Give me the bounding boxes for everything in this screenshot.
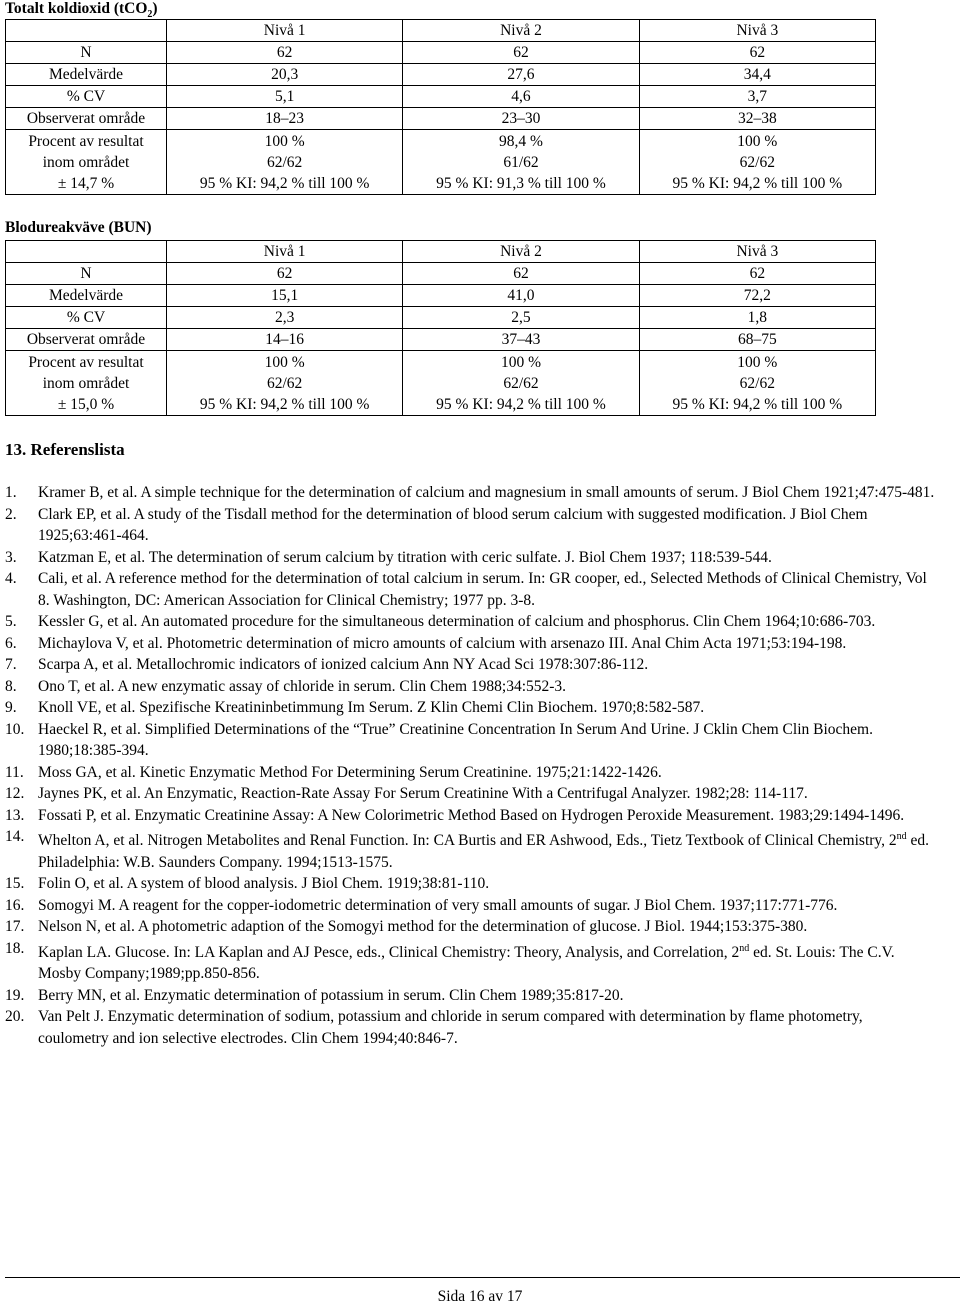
list-item-number: 20.	[5, 1008, 25, 1026]
table-cell: 41,0	[403, 285, 639, 307]
list-item-number: 16.	[5, 896, 25, 914]
row-label: Observerat område	[6, 329, 167, 351]
table-row	[6, 108, 876, 130]
cell-line: 100 %	[264, 132, 305, 150]
list-item	[5, 697, 935, 719]
list-item	[5, 1006, 935, 1049]
row-label: Medelvärde	[6, 64, 167, 86]
list-item-number: 14.	[5, 828, 25, 845]
row-label-line: inom området	[42, 153, 130, 171]
list-item	[5, 938, 935, 985]
table-cell: 27,6	[403, 64, 639, 86]
cell-line: 61/62	[503, 153, 539, 171]
list-item	[5, 547, 935, 569]
text-part: ed. St. Louis: The C.V. Mosby Company;1989;pp.850-856.	[38, 943, 895, 983]
list-item-number: 17.	[5, 918, 25, 936]
list-item-number: 7.	[5, 656, 17, 673]
row-label	[6, 130, 167, 195]
table-row	[6, 64, 876, 86]
bun-table	[5, 240, 876, 416]
row-label-line: Procent av resultat	[28, 353, 144, 371]
table-row	[6, 263, 876, 285]
superscript: nd	[896, 831, 907, 842]
row-label: Medelvärde	[6, 285, 167, 307]
row-label: N	[6, 42, 167, 64]
list-item-number: 4.	[5, 570, 17, 587]
cell-line: 95 % KI: 94,2 % till 100 %	[436, 395, 606, 413]
table-cell: 2,3	[167, 307, 403, 329]
list-item	[5, 719, 935, 762]
table-cell: 18–23	[167, 108, 403, 130]
list-item-number: 18.	[5, 939, 25, 957]
row-label: N	[6, 263, 167, 285]
list-item-number: 2.	[5, 505, 17, 523]
list-item-number: 1.	[5, 484, 17, 501]
tco2-level-header: Nivå 3	[639, 20, 875, 42]
cell-line: 62/62	[739, 374, 775, 392]
list-item-text: Katzman E, et al. The determination of serum calcium by titration with ceric sulfate. J. Biol Chem 1937; 118:539-544.	[38, 548, 772, 566]
cell-line: 98,4 %	[499, 132, 543, 150]
table-cell: 23–30	[403, 108, 639, 130]
list-item-number: 13.	[5, 806, 25, 824]
row-label-line: ± 15,0 %	[57, 395, 115, 413]
table-cell: 62	[403, 263, 639, 285]
tco2-title-subscript: 2	[147, 9, 153, 21]
cell-line: 100 %	[264, 353, 305, 371]
table-cell: 62	[403, 42, 639, 64]
list-item-number: 12.	[5, 785, 25, 802]
cell-line: 100 %	[737, 353, 778, 371]
list-item-number: 8.	[5, 677, 17, 695]
cell-line: 62/62	[267, 374, 303, 392]
list-item-text: Folin O, et al. A system of blood analysis. J Biol Chem. 1919;38:81-110.	[38, 875, 490, 893]
list-item-text: Berry MN, et al. Enzymatic determination of potassium in serum. Clin Chem 1989;35:817-20.	[38, 986, 624, 1004]
tco2-table	[5, 19, 876, 195]
table-cell: 2,5	[403, 307, 639, 329]
table-cell	[167, 351, 403, 416]
list-item	[5, 895, 935, 917]
table-row	[6, 285, 876, 307]
tco2-corner-cell	[6, 20, 167, 42]
table-cell	[403, 351, 639, 416]
text-part: Kaplan LA. Glucose. In: LA Kaplan and AJ Pesce, eds., Clinical Chemistry: Theory, Analysis, and Correlation, 2	[38, 943, 740, 961]
cell-line: 95 % KI: 94,2 % till 100 %	[199, 395, 370, 413]
list-item	[5, 633, 935, 655]
table-cell: 62	[167, 263, 403, 285]
table-cell: 34,4	[639, 64, 875, 86]
list-item-number: 6.	[5, 634, 17, 652]
list-item	[5, 654, 935, 676]
list-item	[5, 985, 935, 1007]
list-item-text: Kramer B, et al. A simple technique for the determination of calcium and magnesium in small amounts of serum. J Biol Chem 1921;47:475-481.	[38, 484, 935, 501]
text-part: Whelton A, et al. Nitrogen Metabolites and Renal Function. In: CA Burtis and ER Ashwood, Eds., Tietz Textbook of Clinical Chemistry, 2	[38, 832, 897, 850]
table-cell: 62	[167, 42, 403, 64]
table-cell: 62	[639, 263, 875, 285]
table-cell: 32–38	[639, 108, 875, 130]
table-cell: 14–16	[167, 329, 403, 351]
bun-level-header: Nivå 3	[639, 241, 875, 263]
row-label: Observerat område	[6, 108, 167, 130]
list-item-text: Michaylova V, et al. Photometric determination of micro amounts of calcium with arsenazo III. Anal Chim Acta 1971;53:194-198.	[38, 634, 847, 652]
row-label: % CV	[6, 307, 167, 329]
table-row	[6, 307, 876, 329]
row-label-line: ± 14,7 %	[57, 174, 115, 192]
cell-line: 62/62	[503, 374, 539, 392]
table-cell: 15,1	[167, 285, 403, 307]
cell-line: 62/62	[267, 153, 303, 171]
row-label-line: inom området	[42, 374, 130, 392]
tco2-title-end: )	[152, 0, 158, 17]
list-item	[5, 611, 935, 633]
table-cell: 37–43	[403, 329, 639, 351]
table-cell: 1,8	[639, 307, 875, 329]
list-item	[5, 762, 935, 784]
references-heading: 13. Referenslista	[5, 440, 125, 459]
table-cell: 62	[639, 42, 875, 64]
list-item-number: 5.	[5, 613, 17, 630]
list-item	[5, 504, 935, 547]
list-item	[5, 916, 935, 938]
page-number: Sida 16 av 17	[437, 1288, 523, 1305]
bun-header-row	[6, 241, 876, 263]
table-cell: 20,3	[167, 64, 403, 86]
table-row	[6, 329, 876, 351]
list-item	[5, 826, 935, 873]
list-item	[5, 805, 935, 827]
list-item-number: 19.	[5, 986, 25, 1004]
list-item-number: 9.	[5, 699, 17, 716]
cell-line: 62/62	[739, 153, 775, 171]
table-cell	[639, 351, 875, 416]
superscript: nd	[739, 942, 750, 954]
row-label-line: Procent av resultat	[28, 132, 144, 150]
bun-level-header: Nivå 1	[167, 241, 403, 263]
list-item-text: Ono T, et al. A new enzymatic assay of chloride in serum. Clin Chem 1988;34:552-3.	[38, 677, 567, 695]
cell-line: 95 % KI: 94,2 % till 100 %	[672, 174, 843, 192]
text-part: ed. Philadelphia: W.B. Saunders Company. 1994;1513-1575.	[38, 832, 930, 871]
list-item-text: Clark EP, et al. A study of the Tisdall method for the determination of blood serum calcium with suggested modification. J Biol Chem 1925;63:461-464.	[38, 505, 868, 544]
list-item-text: Knoll VE, et al. Spezifische Kreatininbetimmung Im Serum. Z Klin Chemi Clin Biochem. 1970;8:582-587.	[38, 699, 705, 716]
table-cell: 72,2	[639, 285, 875, 307]
list-item	[5, 568, 935, 611]
cell-line: 100 %	[500, 353, 542, 371]
table-cell	[167, 130, 403, 195]
table-cell: 3,7	[639, 86, 875, 108]
list-item-text: Haeckel R, et al. Simplified Determinations of the “True” Creatinine Concentration In Serum And Urine. J Cklin Chem Clin Biochem. 1980;18:385-394.	[38, 720, 873, 759]
table-row	[6, 130, 876, 195]
table-row	[6, 351, 876, 416]
tco2-level-header: Nivå 2	[403, 20, 639, 42]
row-label: % CV	[6, 86, 167, 108]
table-row	[6, 86, 876, 108]
list-item	[5, 482, 935, 504]
list-item	[5, 873, 935, 895]
list-item-text: Jaynes PK, et al. An Enzymatic, Reaction-Rate Assay For Serum Creatinine With a Centrifugal Analyzer. 1982;28: 114-117.	[38, 785, 808, 802]
table-cell: 4,6	[403, 86, 639, 108]
list-item-text	[38, 938, 935, 985]
tco2-title-text: Totalt koldioxid (tCO	[5, 0, 148, 17]
list-item-number: 3.	[5, 548, 17, 566]
bun-section-title: Blodureakväve (BUN)	[5, 219, 152, 236]
list-item	[5, 676, 935, 698]
cell-line: 95 % KI: 94,2 % till 100 %	[672, 395, 843, 413]
list-item	[5, 783, 935, 805]
tco2-section-title	[5, 0, 158, 20]
reference-list	[5, 482, 935, 1049]
tco2-header-row	[6, 20, 876, 42]
bun-corner-cell	[6, 241, 167, 263]
tco2-level-header: Nivå 1	[167, 20, 403, 42]
list-item-text: Cali, et al. A reference method for the determination of total calcium in serum. In: GR cooper, ed., Selected Methods of Clinical Chemistry, Vol 8. Washington, DC: American Association for Clinical Chemistry; 1977 pp. 3-8.	[38, 570, 927, 609]
table-cell: 5,1	[167, 86, 403, 108]
list-item-number: 15.	[5, 875, 25, 893]
list-item-text: Somogyi M. A reagent for the copper-iodometric determination of very small amounts of sugar. J Biol Chem. 1937;117:771-776.	[38, 896, 838, 914]
list-item-text: Moss GA, et al. Kinetic Enzymatic Method For Determining Serum Creatinine. 1975;21:1422-1426.	[38, 763, 662, 781]
cell-line: 100 %	[737, 132, 778, 150]
list-item-text: Nelson N, et al. A photometric adaption of the Somogyi method for the determination of glucose. J Biol. 1944;153:375-380.	[38, 918, 808, 936]
bun-level-header: Nivå 2	[403, 241, 639, 263]
list-item-text: Van Pelt J. Enzymatic determination of sodium, potassium and chloride in serum compared with determination by flame photometry, coulometry and ion selective electrodes. Clin Chem 1994;40:846-7.	[38, 1008, 863, 1047]
list-item-text	[38, 826, 935, 873]
table-row	[6, 42, 876, 64]
list-item-number: 11.	[5, 763, 24, 781]
list-item-number: 10.	[5, 720, 25, 738]
table-cell: 68–75	[639, 329, 875, 351]
cell-line: 95 % KI: 91,3 % till 100 %	[436, 174, 606, 192]
cell-line: 95 % KI: 94,2 % till 100 %	[199, 174, 370, 192]
list-item-text: Fossati P, et al. Enzymatic Creatinine Assay: A New Colorimetric Method Based on Hydrogen Peroxide Measurement. 1983;29:1494-1496.	[38, 806, 905, 824]
footer-divider	[5, 1277, 960, 1278]
list-item-text: Scarpa A, et al. Metallochromic indicators of ionized calcium Ann NY Acad Sci 1978:307:86-112.	[38, 656, 649, 673]
row-label	[6, 351, 167, 416]
table-cell	[639, 130, 875, 195]
list-item-text: Kessler G, et al. An automated procedure for the simultaneous determination of calcium and phosphorus. Clin Chem 1964;10:686-703.	[38, 613, 876, 630]
table-cell	[403, 130, 639, 195]
